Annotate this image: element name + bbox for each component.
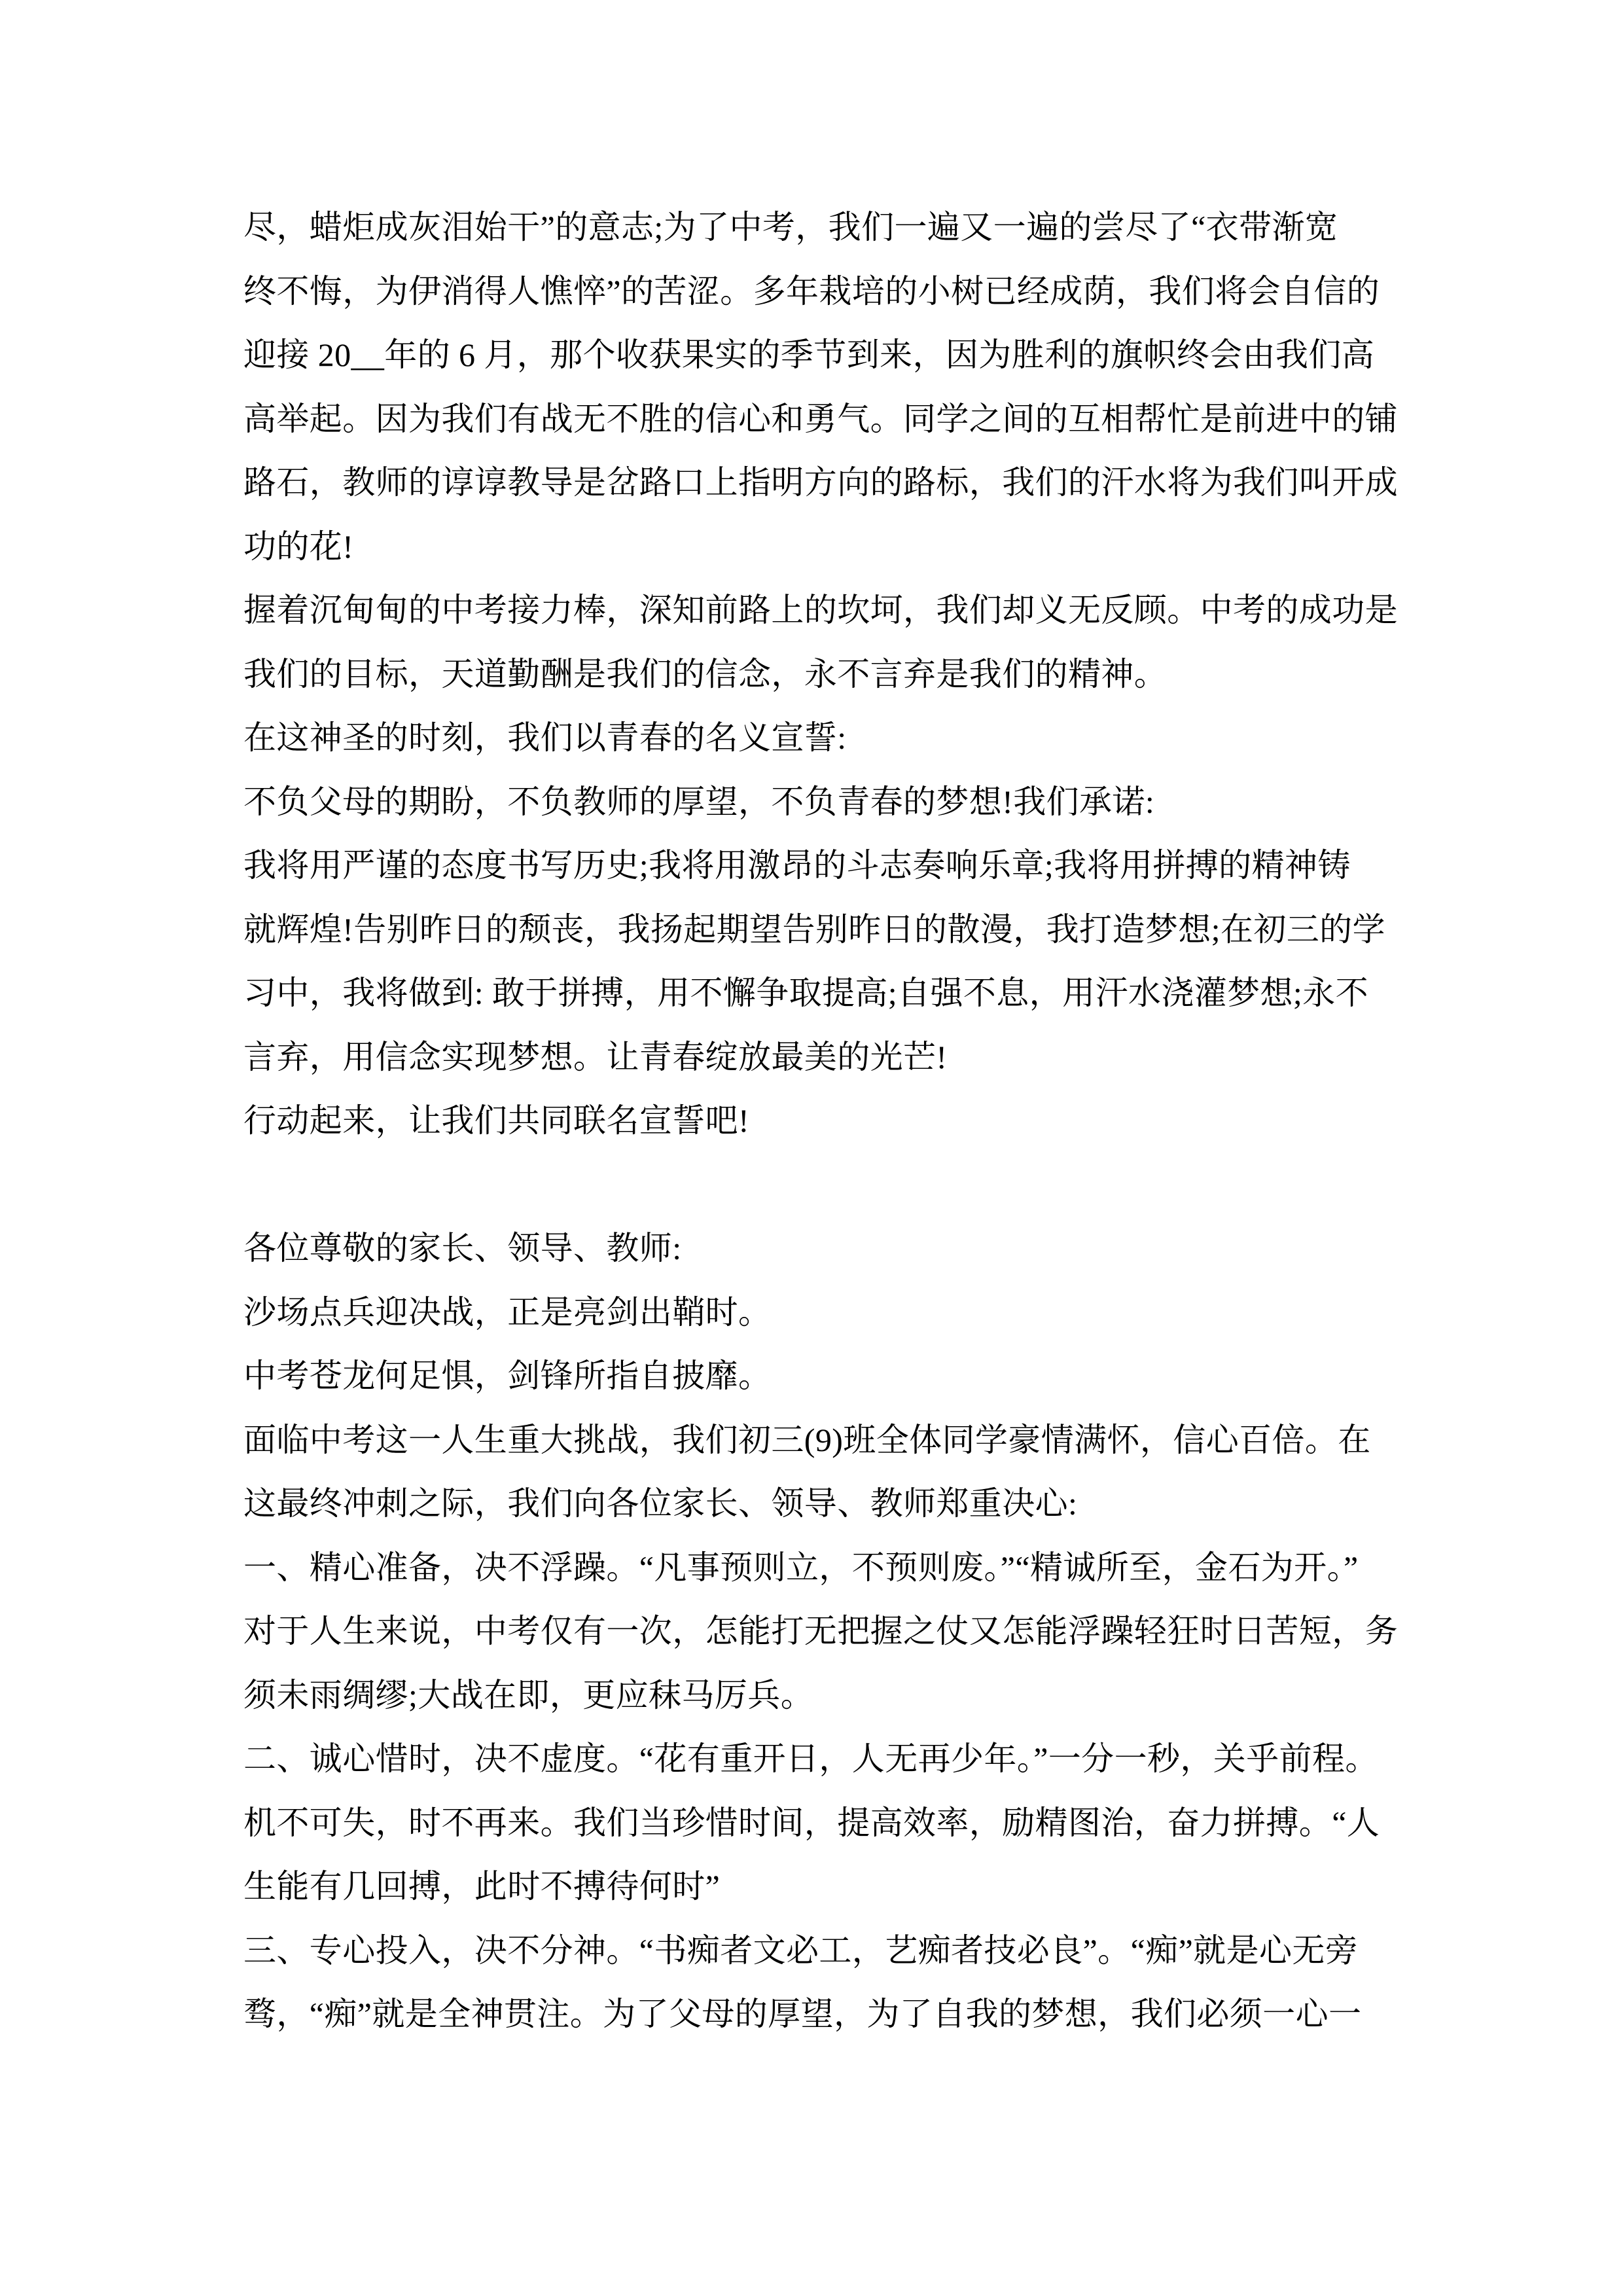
text-line: 尽，蜡炬成灰泪始干”的意志;为了中考，我们一遍又一遍的尝尽了“衣带渐宽 [243, 209, 1338, 245]
text-line: 不负父母的期盼，不负教师的厚望，不负青春的梦想!我们承诺: [243, 783, 1155, 820]
blank-line [243, 1153, 1407, 1217]
text-line: 各位尊敬的家长、领导、教师: [243, 1230, 682, 1266]
text-line: 习中，我将做到: 敢于拼搏，用不懈争取提高;自强不息，用汗水浇灌梦想;永不 [243, 975, 1368, 1011]
text-line: 我将用严谨的态度书写历史;我将用激昂的斗志奏响乐章;我将用拼搏的精神铸 [243, 847, 1351, 884]
text-line: 须未雨绸缪;大战在即，更应秣马厉兵。 [243, 1676, 814, 1713]
text-line: 面临中考这一人生重大挑战，我们初三(9)班全体同学豪情满怀，信心百倍。在 [243, 1421, 1371, 1458]
text-line: 在这神圣的时刻，我们以青春的名义宣誓: [243, 719, 847, 756]
text-line: 功的花! [243, 528, 354, 565]
text-line: 一、精心准备，决不浮躁。“凡事预则立，不预则废。”“精诚所至，金石为开。” [243, 1549, 1359, 1586]
text-line: 机不可失，时不再来。我们当珍惜时间，提高效率，励精图治，奋力拼搏。“人 [243, 1804, 1380, 1841]
text-line: 中考苍龙何足惧，剑锋所指自披靡。 [243, 1357, 772, 1394]
text-line: 三、专心投入，决不分神。“书痴者文必工，艺痴者技必良”。“痴”就是心无旁 [243, 1931, 1359, 1969]
text-line: 言弃，用信念实现梦想。让青春绽放最美的光芒! [243, 1038, 948, 1075]
text-line: 迎接 20__年的 6 月，那个收获果实的季节到来，因为胜利的旗帜终会由我们高 [243, 336, 1375, 373]
text-line: 路石，教师的谆谆教导是岔路口上指明方向的路标，我们的汗水将为我们叫开成 [243, 464, 1398, 501]
text-line: 终不悔，为伊消得人憔悴”的苦涩。多年栽培的小树已经成荫，我们将会自信的 [243, 272, 1380, 310]
text-line: 握着沉甸甸的中考接力棒，深知前路上的坎坷，我们却义无反顾。中考的成功是 [243, 592, 1398, 628]
text-line: 高举起。因为我们有战无不胜的信心和勇气。同学之间的互相帮忙是前进中的铺 [243, 400, 1398, 437]
text-line: 骛，“痴”就是全神贯注。为了父母的厚望，为了自我的梦想，我们必须一心一 [243, 1996, 1362, 2032]
text-line: 就辉煌!告别昨日的颓丧，我扬起期望告别昨日的散漫，我打造梦想;在初三的学 [243, 910, 1385, 948]
text-line: 这最终冲刺之际，我们向各位家长、领导、教师郑重决心: [243, 1485, 1078, 1522]
text-line: 行动起来，让我们共同联名宣誓吧! [243, 1102, 750, 1139]
text-line: 沙场点兵迎决战，正是亮剑出鞘时。 [243, 1293, 772, 1331]
text-line: 二、诚心惜时，决不虚度。“花有重开日，人无再少年。”一分一秒，关乎前程。 [243, 1740, 1378, 1777]
text-line: 对于人生来说，中考仅有一次，怎能打无把握之仗又怎能浮躁轻狂时日苦短，务 [243, 1613, 1398, 1649]
text-line: 生能有几回搏，此时不搏待何时” [243, 1868, 721, 1905]
text-line: 我们的目标，天道勤酬是我们的信念，永不言弃是我们的精神。 [243, 655, 1168, 692]
